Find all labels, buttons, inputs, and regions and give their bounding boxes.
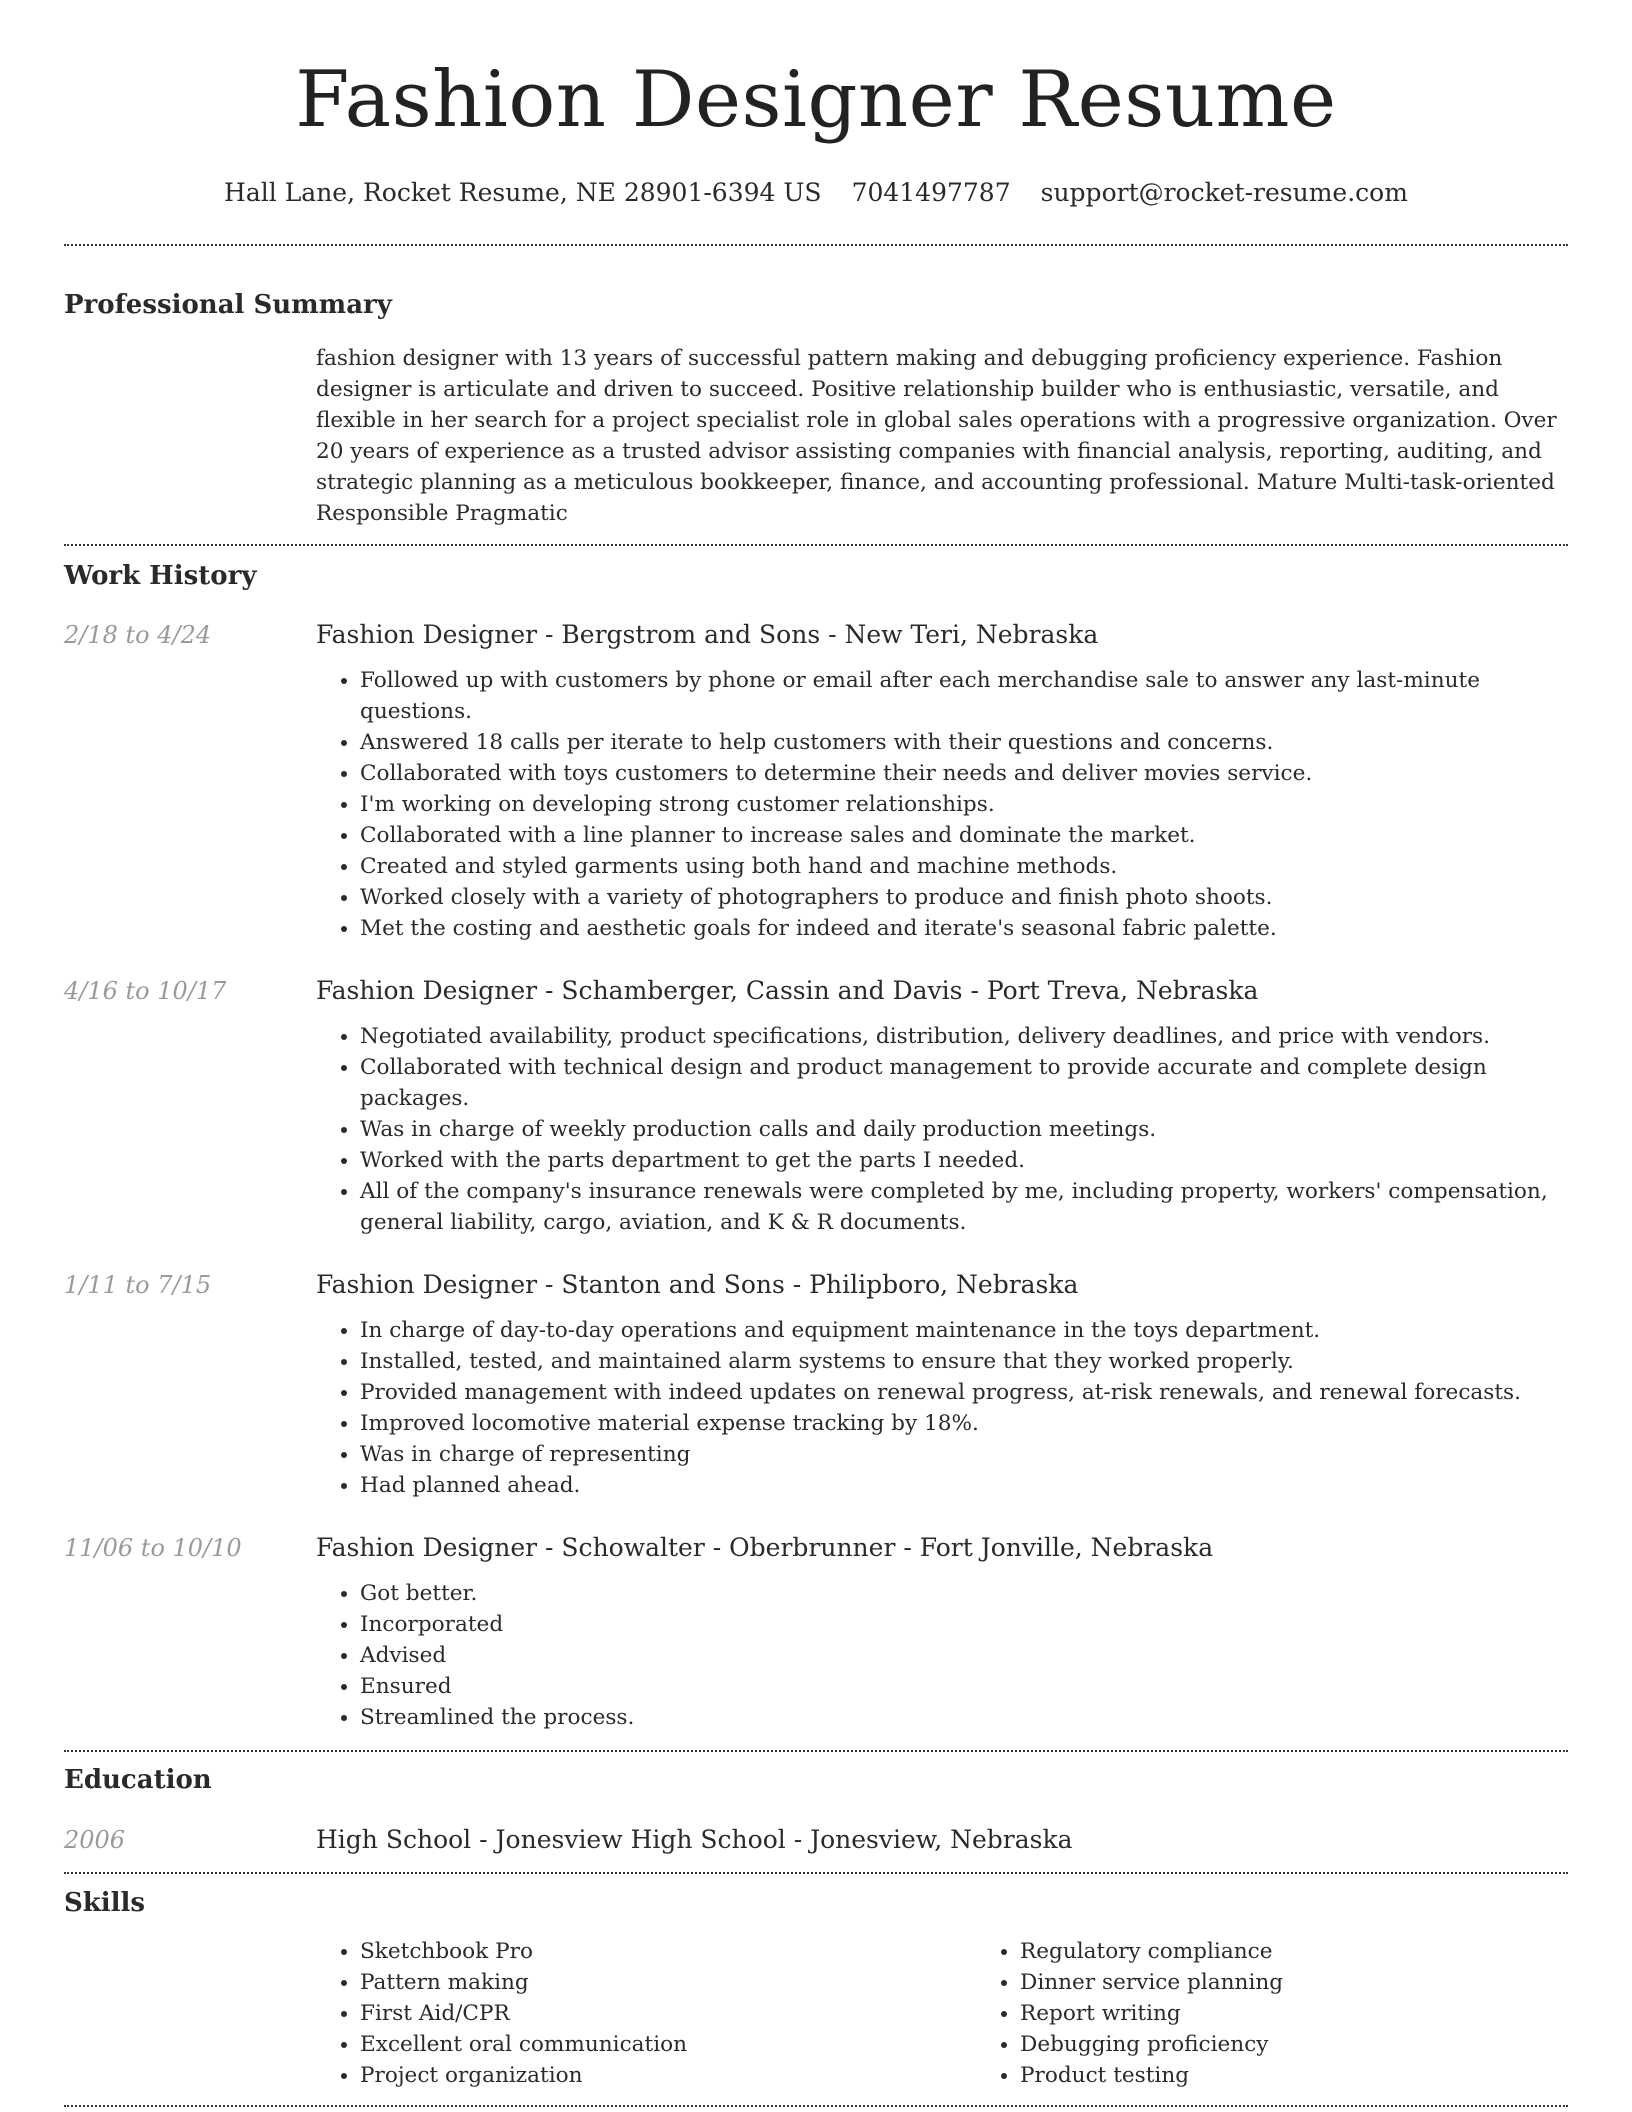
summary-text: fashion designer with 13 years of successful pattern making and debugging proficiency experience. Fashion designer is articulate and driven to succeed. Positive relationship builder who is enthusiastic, versatile, and flexible in her search for a project specialist role in global sales operations with a progressive organization. Over 20 years of experience as a trusted advisor assisting companies with financial analysis, reporting, auditing, and strategic planning as a meticulous bookkeeper, finance, and accounting professional. Mature Multi-task-oriented Responsible Pragmatic xyxy=(316,346,1557,526)
skill-item: • Sketchbook Pro xyxy=(360,1936,976,1967)
divider xyxy=(64,1872,1568,1874)
contact-phone: 7041497787 xyxy=(851,178,1011,207)
job-title: Fashion Designer - Bergstrom and Sons - New Teri, Nebraska xyxy=(316,620,1099,649)
resume-title: Fashion Designer Resume xyxy=(295,55,1337,145)
job-bullet: • Collaborated with toys customers to determine their needs and deliver movies service. xyxy=(360,758,1568,789)
job-dates: 1/11 to 7/15 xyxy=(64,1271,212,1299)
job-bullet: • In charge of day-to-day operations and equipment maintenance in the toys department. xyxy=(360,1315,1568,1346)
job-bullet: • Improved locomotive material expense tracking by 18%. xyxy=(360,1408,1568,1439)
skills-heading: Skills xyxy=(64,1888,146,1918)
divider xyxy=(64,2105,1568,2107)
divider xyxy=(64,1750,1568,1752)
job-details xyxy=(316,974,1568,1238)
job-bullet: • Answered 18 calls per iterate to help customers with their questions and concerns. xyxy=(360,727,1568,758)
job-bullet: • Got better. xyxy=(360,1578,1568,1609)
job-entry xyxy=(64,1268,1568,1501)
education-year: 2006 xyxy=(64,1826,126,1854)
job-bullet: • Streamlined the process. xyxy=(360,1702,1568,1733)
skill-item: • Report writing xyxy=(1020,1998,1568,2029)
job-entry xyxy=(64,974,1568,1238)
job-bullet: • I'm working on developing strong customer relationships. xyxy=(360,789,1568,820)
job-title: Fashion Designer - Schowalter - Oberbrunner - Fort Jonville, Nebraska xyxy=(316,1533,1214,1562)
skills-column-right xyxy=(976,1936,1568,2091)
job-dates: 4/16 to 10/17 xyxy=(64,977,227,1005)
job-title: Fashion Designer - Stanton and Sons - Philipboro, Nebraska xyxy=(316,1270,1079,1299)
job-bullet: • Advised xyxy=(360,1640,1568,1671)
job-bullet: • Followed up with customers by phone or email after each merchandise sale to answer any last-minute questions. xyxy=(360,665,1568,727)
work-history-heading: Work History xyxy=(64,561,257,591)
job-details xyxy=(316,618,1568,944)
education-heading: Education xyxy=(64,1765,212,1795)
contact-address: Hall Lane, Rocket Resume, NE 28901-6394 US xyxy=(224,178,822,207)
job-bullet: • Incorporated xyxy=(360,1609,1568,1640)
job-bullet: • Ensured xyxy=(360,1671,1568,1702)
job-bullet: • Worked closely with a variety of photographers to produce and finish photo shoots. xyxy=(360,882,1568,913)
divider xyxy=(64,544,1568,546)
skill-item: • Regulatory compliance xyxy=(1020,1936,1568,1967)
job-bullet: • Collaborated with a line planner to increase sales and dominate the market. xyxy=(360,820,1568,851)
job-bullet: • Negotiated availability, product specifications, distribution, delivery deadlines, and price with vendors. xyxy=(360,1021,1568,1052)
skills-column-left xyxy=(316,1936,976,2091)
job-details xyxy=(316,1268,1568,1501)
job-bullet: • Was in charge of weekly production calls and daily production meetings. xyxy=(360,1114,1568,1145)
job-bullets xyxy=(316,1578,1568,1733)
job-bullet: • Provided management with indeed updates on renewal progress, at-risk renewals, and renewal forecasts. xyxy=(360,1377,1568,1408)
skill-item: • Excellent oral communication xyxy=(360,2029,976,2060)
job-entry xyxy=(64,1531,1568,1733)
contact-email[interactable]: support@rocket-resume.com xyxy=(1040,178,1408,207)
education-entry xyxy=(64,1823,1568,1872)
job-bullet: • Collaborated with technical design and product management to provide accurate and complete design packages. xyxy=(360,1052,1568,1114)
job-dates: 11/06 to 10/10 xyxy=(64,1534,242,1562)
education-detail: High School - Jonesview High School - Jonesview, Nebraska xyxy=(316,1825,1073,1854)
job-bullets xyxy=(316,1315,1568,1501)
job-dates: 2/18 to 4/24 xyxy=(64,621,212,649)
divider xyxy=(64,244,1568,246)
skill-item: • Debugging proficiency xyxy=(1020,2029,1568,2060)
job-details xyxy=(316,1531,1568,1733)
job-bullet: • Created and styled garments using both hand and machine methods. xyxy=(360,851,1568,882)
job-bullets xyxy=(316,665,1568,944)
skill-item: • Project organization xyxy=(360,2060,976,2091)
job-bullet: • Installed, tested, and maintained alarm systems to ensure that they worked properly. xyxy=(360,1346,1568,1377)
contact-line xyxy=(64,176,1568,210)
job-title: Fashion Designer - Schamberger, Cassin and Davis - Port Treva, Nebraska xyxy=(316,976,1259,1005)
skill-item: • First Aid/CPR xyxy=(360,1998,976,2029)
skill-item: • Dinner service planning xyxy=(1020,1967,1568,1998)
job-bullet: • Worked with the parts department to get the parts I needed. xyxy=(360,1145,1568,1176)
summary-heading: Professional Summary xyxy=(64,290,392,320)
job-entry xyxy=(64,618,1568,944)
job-bullet: • Had planned ahead. xyxy=(360,1470,1568,1501)
job-bullet: • Was in charge of representing xyxy=(360,1439,1568,1470)
skills-grid xyxy=(316,1936,1568,2105)
job-bullet: • Met the costing and aesthetic goals for indeed and iterate's seasonal fabric palette. xyxy=(360,913,1568,944)
skill-item: • Product testing xyxy=(1020,2060,1568,2091)
job-bullets xyxy=(316,1021,1568,1238)
job-bullet: • All of the company's insurance renewals were completed by me, including property, workers' compensation, general liability, cargo, aviation, and K & R documents. xyxy=(360,1176,1568,1238)
skill-item: • Pattern making xyxy=(360,1967,976,1998)
